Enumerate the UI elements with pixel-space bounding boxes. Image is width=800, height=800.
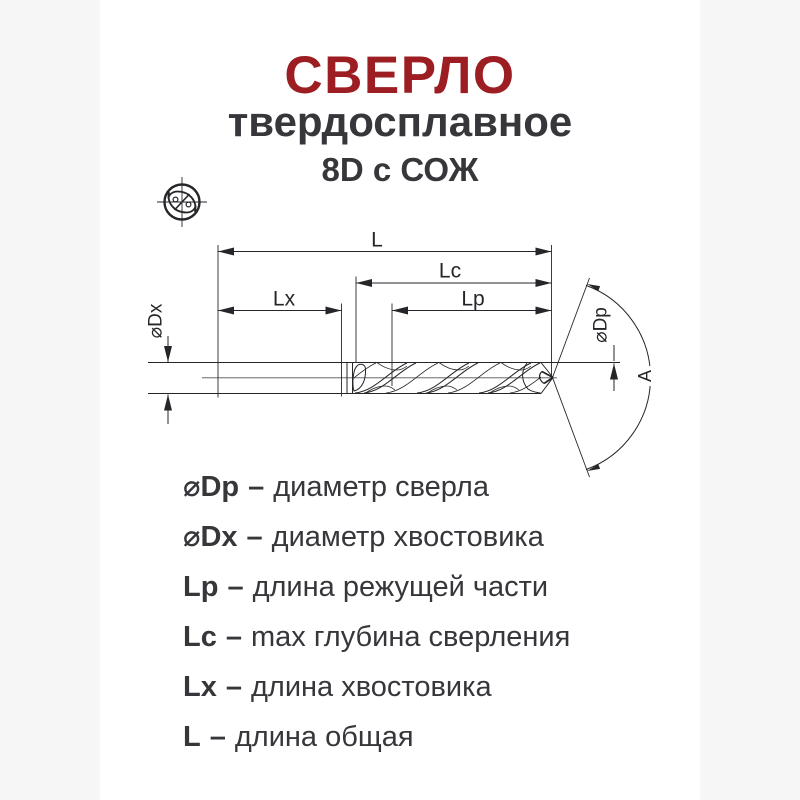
legend-symbol: Lx bbox=[183, 671, 217, 703]
page-subtitle-material: твердосплавное bbox=[227, 98, 573, 145]
legend-description: диаметр сверла bbox=[273, 471, 489, 503]
legend-symbol: ⌀Dx bbox=[183, 521, 238, 553]
dim-label-total-length: L bbox=[371, 228, 383, 252]
legend-description: длина общая bbox=[234, 721, 414, 753]
legend-description: диаметр хвостовика bbox=[271, 521, 544, 553]
legend-dash: – bbox=[209, 721, 226, 753]
legend-item bbox=[183, 520, 663, 570]
legend-item bbox=[183, 620, 663, 670]
dimension-lines bbox=[168, 252, 614, 425]
legend-dash: – bbox=[225, 621, 242, 653]
legend-item bbox=[183, 720, 663, 770]
legend-description: длина режущей части bbox=[252, 571, 549, 603]
legend-item bbox=[183, 570, 663, 620]
drill-body bbox=[148, 363, 620, 394]
legend-symbol: Lp bbox=[183, 571, 219, 603]
legend-description: max глубина сверления bbox=[250, 621, 571, 653]
legend-item bbox=[183, 670, 663, 720]
dim-label-cutting-length: Lp bbox=[461, 287, 485, 311]
legend-symbol: Lc bbox=[183, 621, 217, 653]
page-title: СВЕРЛО bbox=[284, 46, 516, 105]
legend-dash: – bbox=[225, 671, 242, 703]
dim-label-point-angle: A bbox=[635, 366, 655, 386]
dim-label-drill-diameter: ⌀Dp bbox=[590, 307, 612, 343]
legend-symbol: ⌀Dp bbox=[183, 471, 240, 503]
page-subtitle-spec: 8D с СОЖ bbox=[321, 151, 479, 188]
legend bbox=[183, 470, 663, 770]
dim-label-shank-diameter: ⌀Dx bbox=[145, 303, 167, 339]
extension-lines bbox=[218, 245, 552, 398]
dim-label-max-depth: Lc bbox=[438, 259, 462, 283]
legend-dash: – bbox=[246, 521, 263, 553]
legend-dash: – bbox=[227, 571, 244, 603]
legend-description: длина хвостовика bbox=[250, 671, 492, 703]
dim-label-shank-length: Lx bbox=[272, 287, 296, 311]
legend-item bbox=[183, 470, 663, 520]
legend-symbol: L bbox=[183, 721, 201, 753]
legend-dash: – bbox=[248, 471, 265, 503]
